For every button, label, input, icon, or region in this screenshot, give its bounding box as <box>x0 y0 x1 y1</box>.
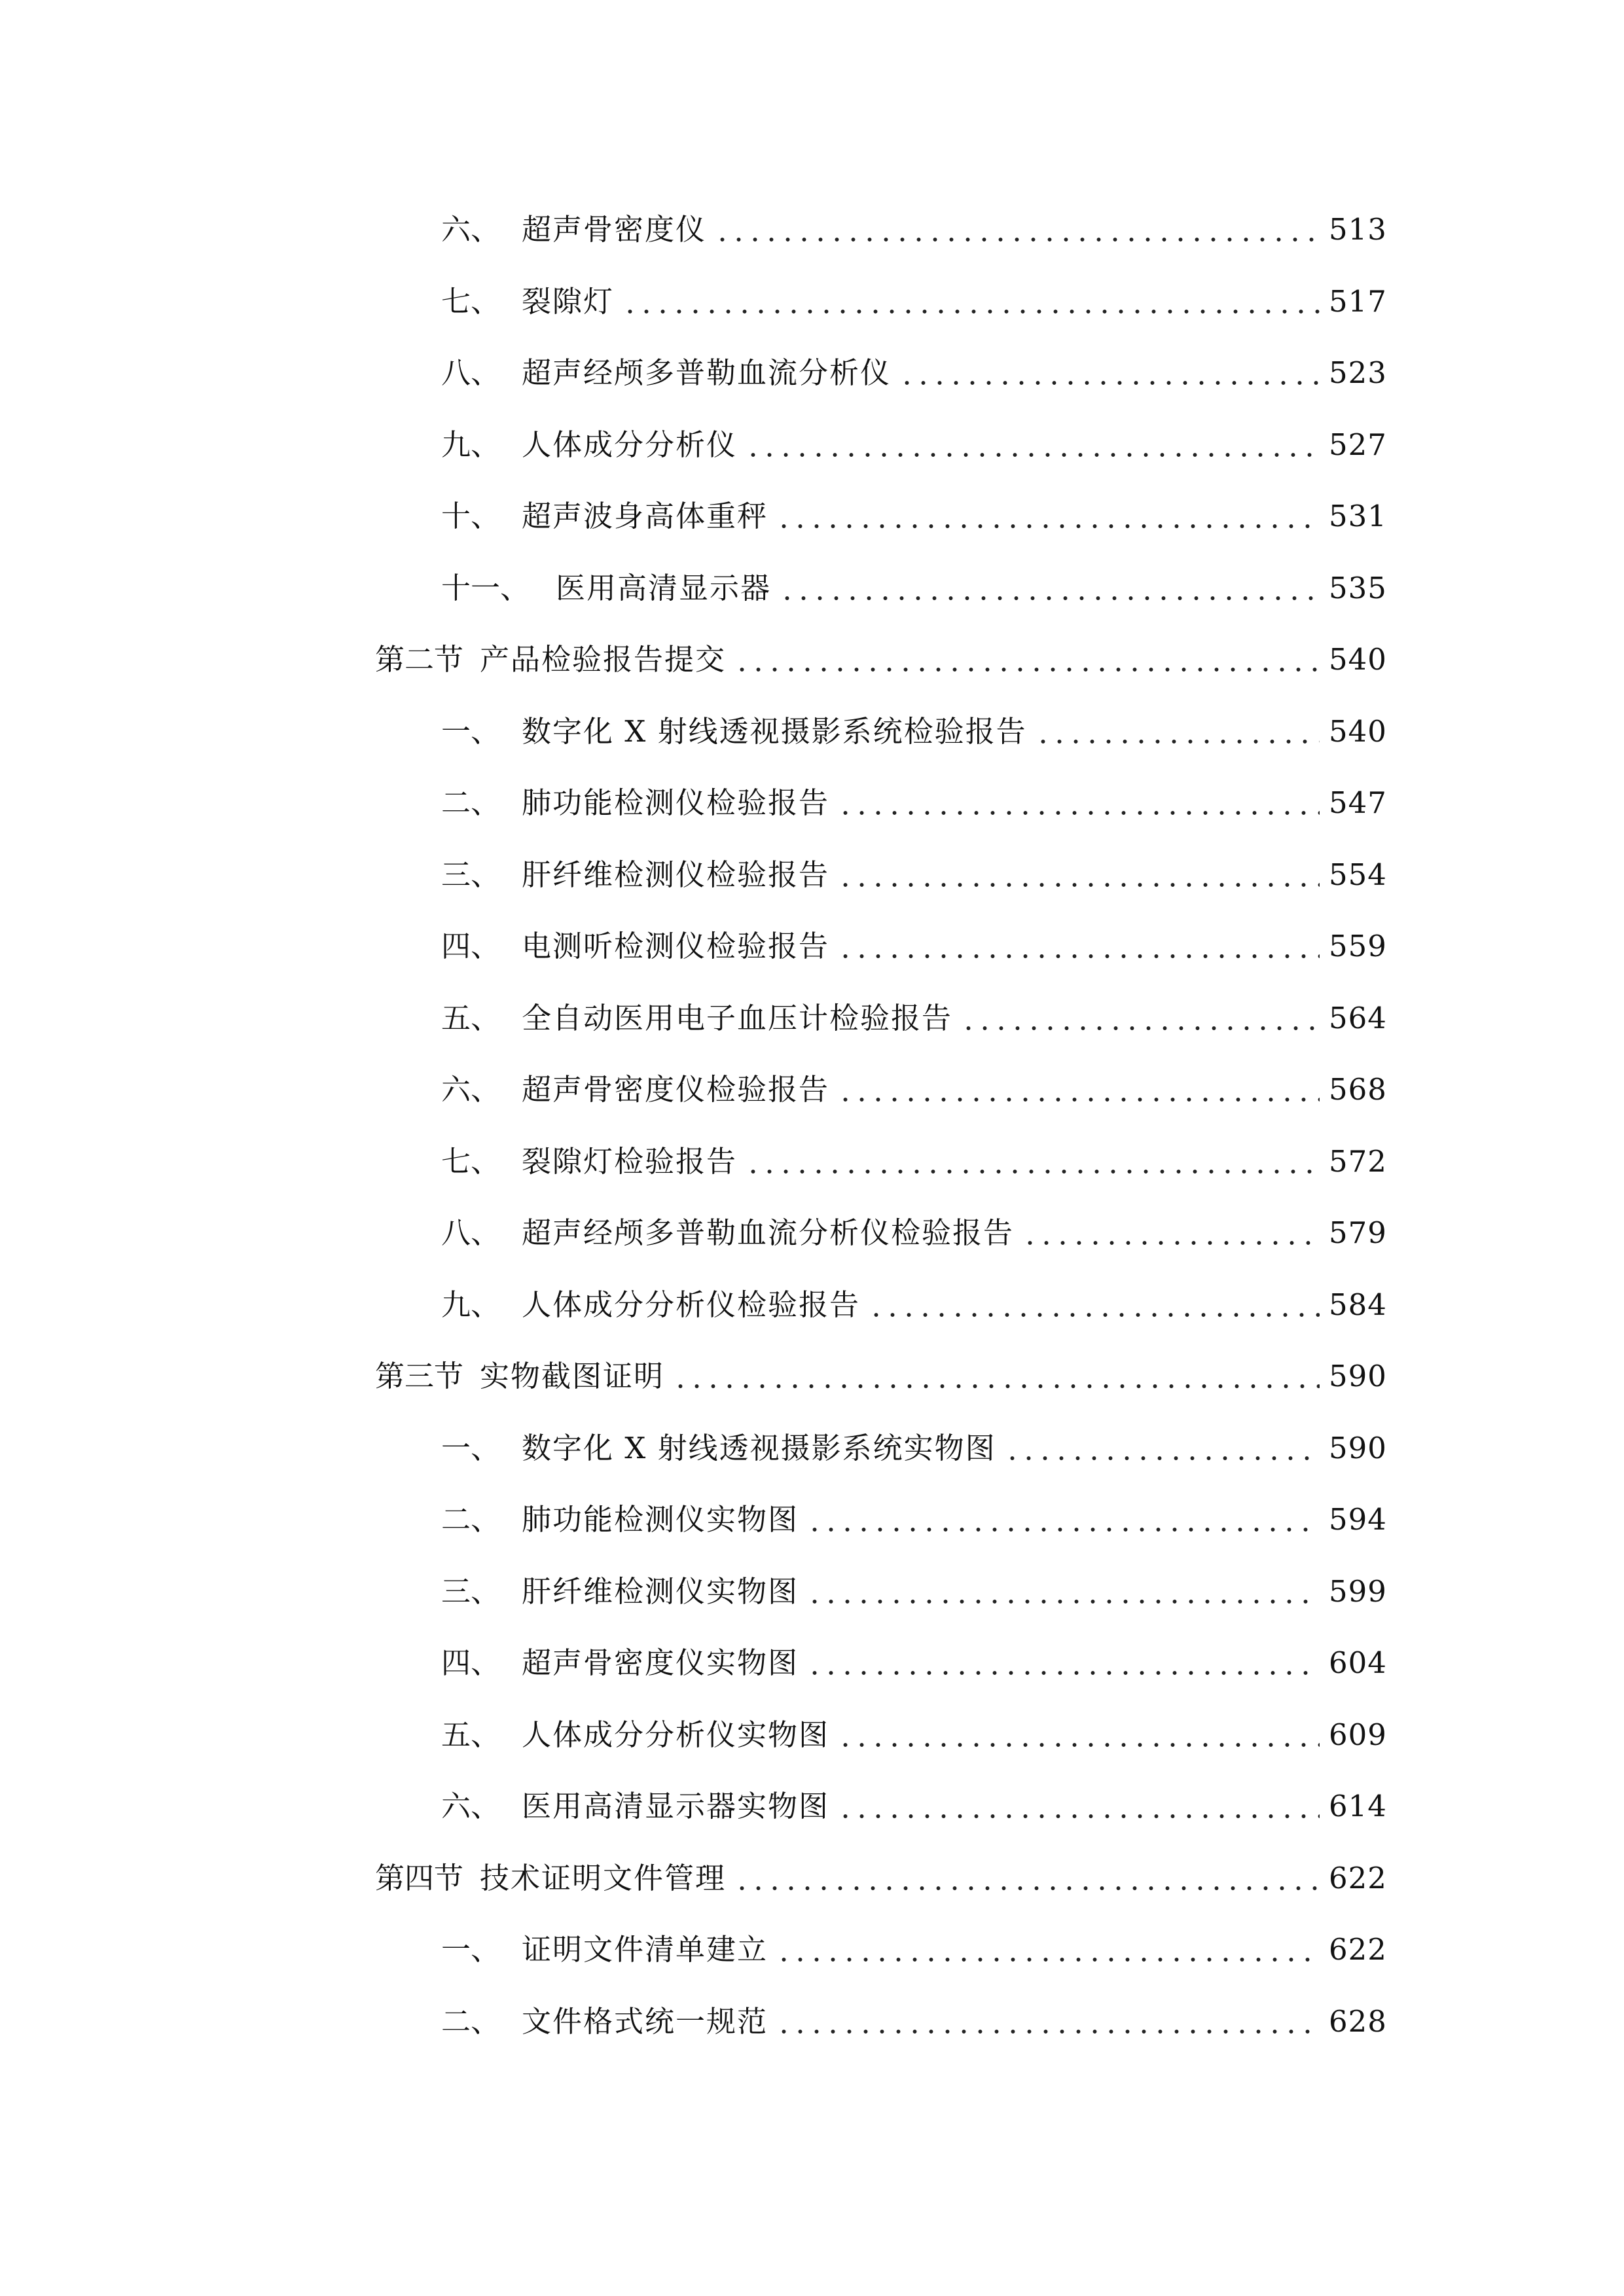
toc-entry-number: 十一、 <box>441 570 530 605</box>
toc-entry-page: 531 <box>1329 499 1387 534</box>
toc-section-number: 第二节 <box>375 642 464 677</box>
toc-entry-title: 文件格式统一规范 <box>522 2003 768 2039</box>
toc-entry-title: 医用高清显示器 <box>556 570 772 605</box>
toc-entry-title: 医用高清显示器实物图 <box>522 1789 830 1824</box>
toc-entry[interactable] <box>375 767 1387 839</box>
toc-entry-page: 517 <box>1329 283 1387 319</box>
toc-entry-number: 九、 <box>441 427 501 462</box>
toc-entry-number: 一、 <box>441 713 501 749</box>
toc-dot-leader <box>734 645 1320 674</box>
toc-dot-leader <box>776 501 1320 531</box>
toc-entry-page: 604 <box>1329 1645 1387 1681</box>
table-of-contents <box>375 194 1387 2057</box>
toc-entry-number: 一、 <box>441 1430 501 1465</box>
toc-entry-page: 535 <box>1329 570 1387 605</box>
toc-entry[interactable] <box>375 839 1387 911</box>
toc-entry-number: 八、 <box>441 355 501 391</box>
toc-entry[interactable] <box>375 982 1387 1054</box>
toc-dot-leader <box>806 1648 1320 1677</box>
toc-section-title: 技术证明文件管理 <box>480 1860 727 1895</box>
toc-section[interactable] <box>375 1340 1387 1412</box>
toc-entry-page: 572 <box>1329 1143 1387 1179</box>
toc-entry-title: 肝纤维检测仪实物图 <box>522 1573 799 1609</box>
toc-dot-leader <box>622 287 1320 316</box>
toc-entry-number: 八、 <box>441 1215 501 1251</box>
toc-dot-leader <box>672 1361 1320 1391</box>
toc-section[interactable] <box>375 1842 1387 1914</box>
toc-entry-title: 裂隙灯检验报告 <box>522 1143 738 1179</box>
toc-entry-number: 四、 <box>441 1645 501 1681</box>
toc-dot-leader <box>776 2007 1320 2036</box>
toc-dot-leader <box>837 931 1320 961</box>
toc-entry-page: 559 <box>1329 929 1387 964</box>
toc-entry-title: 裂隙灯 <box>522 283 615 319</box>
toc-dot-leader <box>899 358 1320 387</box>
toc-entry-title: 全自动医用电子血压计检验报告 <box>522 1000 953 1035</box>
toc-section-page: 540 <box>1329 642 1387 677</box>
toc-dot-leader <box>776 1935 1320 1964</box>
toc-dot-leader <box>960 1003 1320 1033</box>
toc-entry-page: 590 <box>1329 1430 1387 1465</box>
toc-entry-number: 一、 <box>441 1932 501 1967</box>
toc-entry-page: 622 <box>1329 1932 1387 1967</box>
toc-entry[interactable] <box>375 1054 1387 1126</box>
toc-entry-number: 七、 <box>441 1143 501 1179</box>
toc-entry[interactable] <box>375 266 1387 338</box>
toc-entry-title: 人体成分分析仪 <box>522 427 738 462</box>
toc-entry-number: 二、 <box>441 785 501 821</box>
toc-entry-page: 584 <box>1329 1287 1387 1322</box>
toc-entry-title: 超声经颅多普勒血流分析仪 <box>522 355 892 391</box>
toc-entry-page: 579 <box>1329 1215 1387 1251</box>
toc-entry-page: 614 <box>1329 1789 1387 1824</box>
toc-dot-leader <box>868 1290 1320 1319</box>
toc-entry[interactable] <box>375 1412 1387 1484</box>
toc-entry-number: 十、 <box>441 499 501 534</box>
toc-entry[interactable] <box>375 552 1387 624</box>
toc-dot-leader <box>745 430 1320 459</box>
toc-entry-title: 人体成分分析仪实物图 <box>522 1717 830 1752</box>
toc-entry-number: 三、 <box>441 857 501 892</box>
toc-entry-number: 四、 <box>441 929 501 964</box>
toc-entry-page: 568 <box>1329 1072 1387 1107</box>
toc-entry-page: 628 <box>1329 2003 1387 2039</box>
toc-entry-number: 六、 <box>441 1072 501 1107</box>
toc-section-title: 产品检验报告提交 <box>480 642 727 677</box>
toc-section-title: 实物截图证明 <box>480 1359 665 1394</box>
toc-entry-number: 三、 <box>441 1573 501 1609</box>
toc-entry[interactable] <box>375 1914 1387 1986</box>
toc-entry-page: 609 <box>1329 1717 1387 1752</box>
toc-entry-number: 六、 <box>441 212 501 247</box>
toc-entry-page: 564 <box>1329 1000 1387 1035</box>
toc-dot-leader <box>837 1075 1320 1104</box>
toc-dot-leader <box>734 1863 1320 1893</box>
toc-dot-leader <box>745 1147 1320 1176</box>
toc-entry[interactable] <box>375 1556 1387 1628</box>
toc-dot-leader <box>1022 1218 1320 1247</box>
toc-entry-number: 六、 <box>441 1789 501 1824</box>
toc-entry[interactable] <box>375 1484 1387 1556</box>
toc-entry-page: 547 <box>1329 785 1387 821</box>
toc-dot-leader <box>714 215 1320 244</box>
toc-dot-leader <box>1035 717 1320 746</box>
toc-entry[interactable] <box>375 1627 1387 1699</box>
toc-entry[interactable] <box>375 1699 1387 1771</box>
toc-section-page: 590 <box>1329 1359 1387 1394</box>
toc-entry-number: 二、 <box>441 2003 501 2039</box>
toc-entry-title: 数字化 X 射线透视摄影系统检验报告 <box>522 713 1027 749</box>
toc-entry-number: 七、 <box>441 283 501 319</box>
toc-entry[interactable] <box>375 480 1387 552</box>
toc-entry-title: 超声经颅多普勒血流分析仪检验报告 <box>522 1215 1015 1251</box>
toc-entry-page: 594 <box>1329 1502 1387 1537</box>
toc-entry[interactable] <box>375 910 1387 982</box>
toc-entry-page: 527 <box>1329 427 1387 462</box>
toc-entry-title: 超声骨密度仪检验报告 <box>522 1072 830 1107</box>
toc-entry-title: 超声骨密度仪 <box>522 212 707 247</box>
toc-entry-title: 超声波身高体重秤 <box>522 499 768 534</box>
toc-entry-number: 五、 <box>441 1000 501 1035</box>
toc-section[interactable] <box>375 624 1387 696</box>
toc-entry-number: 五、 <box>441 1717 501 1752</box>
toc-section-number: 第四节 <box>375 1860 464 1895</box>
toc-dot-leader <box>837 860 1320 889</box>
toc-dot-leader <box>1004 1433 1320 1463</box>
toc-entry[interactable] <box>375 1197 1387 1269</box>
toc-entry[interactable] <box>375 1770 1387 1842</box>
toc-entry-page: 540 <box>1329 713 1387 749</box>
toc-entry-number: 二、 <box>441 1502 501 1537</box>
toc-entry-title: 证明文件清单建立 <box>522 1932 768 1967</box>
toc-entry-page: 513 <box>1329 212 1387 247</box>
toc-entry-page: 599 <box>1329 1573 1387 1609</box>
toc-entry[interactable] <box>375 696 1387 768</box>
toc-section-number: 第三节 <box>375 1359 464 1394</box>
toc-entry[interactable] <box>375 1986 1387 2058</box>
toc-entry-title: 肺功能检测仪实物图 <box>522 1502 799 1537</box>
toc-entry-title: 超声骨密度仪实物图 <box>522 1645 799 1681</box>
toc-dot-leader <box>806 1577 1320 1606</box>
toc-entry-title: 数字化 X 射线透视摄影系统实物图 <box>522 1430 996 1465</box>
toc-entry-page: 523 <box>1329 355 1387 391</box>
toc-entry[interactable] <box>375 1126 1387 1198</box>
toc-entry[interactable] <box>375 337 1387 409</box>
toc-dot-leader <box>806 1505 1320 1534</box>
toc-entry[interactable] <box>375 194 1387 266</box>
toc-dot-leader <box>837 788 1320 817</box>
toc-section-page: 622 <box>1329 1860 1387 1895</box>
toc-entry[interactable] <box>375 1269 1387 1341</box>
toc-entry-page: 554 <box>1329 857 1387 892</box>
toc-dot-leader <box>837 1791 1320 1821</box>
toc-entry-title: 肺功能检测仪检验报告 <box>522 785 830 821</box>
toc-entry[interactable] <box>375 409 1387 481</box>
toc-entry-title: 肝纤维检测仪检验报告 <box>522 857 830 892</box>
toc-dot-leader <box>779 573 1320 603</box>
toc-entry-title: 人体成分分析仪检验报告 <box>522 1287 861 1322</box>
toc-entry-title: 电测听检测仪检验报告 <box>522 929 830 964</box>
toc-dot-leader <box>837 1720 1320 1749</box>
toc-entry-number: 九、 <box>441 1287 501 1322</box>
